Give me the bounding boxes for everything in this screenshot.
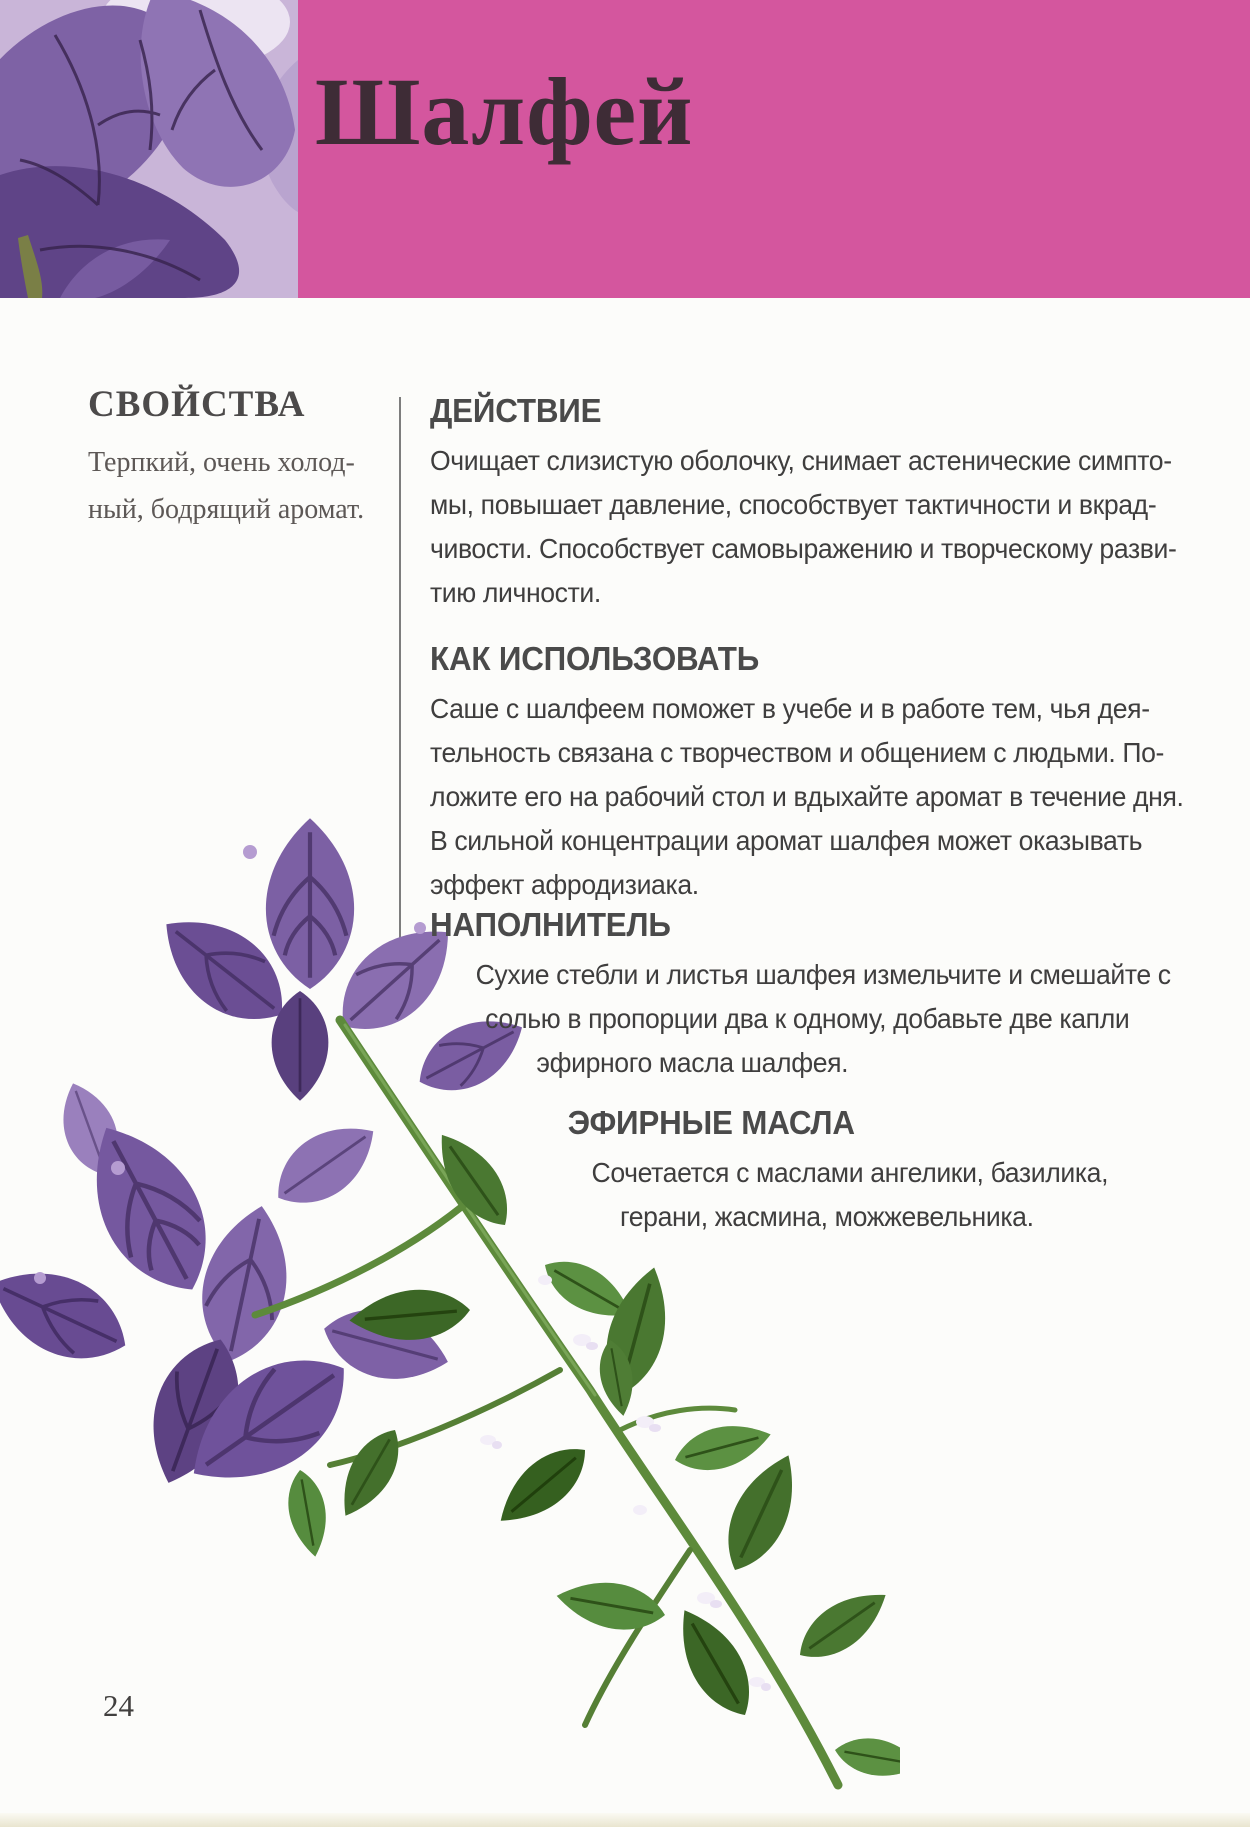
sage-macro-photo-icon [0,0,298,298]
section-action-heading: ДЕЙСТВИЕ [430,392,602,429]
body-text-line: тию личности. [430,577,601,608]
body-text-line: чивости. Способствует самовыражению и творческому разви- [430,533,1177,564]
body-text-line: эффект афродизиака. [430,869,699,900]
section-usage-heading: КАК ИСПОЛЬЗОВАТЬ [430,640,760,677]
body-text-line: Сочетается с маслами ангелики, базилика, [591,1157,1109,1188]
properties-text-line: Терпкий, очень холод- [88,447,355,478]
body-text-line: солью в пропорции два к одному, добавьте две капли [485,1003,1130,1034]
page-title: Шалфей [315,58,694,165]
body-text-line: В сильной концентрации аромат шалфея может оказывать [430,825,1143,856]
body-text-line: ложите его на рабочий стол и вдыхайте аромат в течение дня. [430,781,1184,812]
body-text-line: эфирного масла шалфея. [536,1047,849,1078]
section-action [430,392,1176,615]
section-usage [430,640,1183,907]
body-text-line: мы, повышает давление, способствует тактичности и вкрад- [430,489,1157,520]
section-filler-heading: НАПОЛНИТЕЛЬ [430,906,671,943]
section-oils [430,1104,1108,1239]
properties-text-line: ный, бодрящий аромат. [88,494,365,525]
body-text-line: тельность связана с творчеством и общением с людьми. По- [430,737,1164,768]
properties-heading: СВОЙСТВА [88,384,306,425]
section-oils-heading: ЭФИРНЫЕ МАСЛА [567,1104,855,1141]
page-number: 24 [103,1688,134,1723]
body-text-line: Саше с шалфеем поможет в учебе и в работе тем, чья дея- [430,693,1150,724]
body-text-line: Сухие стебли и листья шалфея измельчите и смешайте с [475,959,1171,990]
body-text-line: герани, жасмина, можжевельника. [620,1201,1034,1232]
chapter-banner [298,0,1250,298]
body-text-line: Очищает слизистую оболочку, снимает астенические симпто- [430,445,1172,476]
properties-block [88,383,388,533]
section-filler [430,906,1171,1085]
